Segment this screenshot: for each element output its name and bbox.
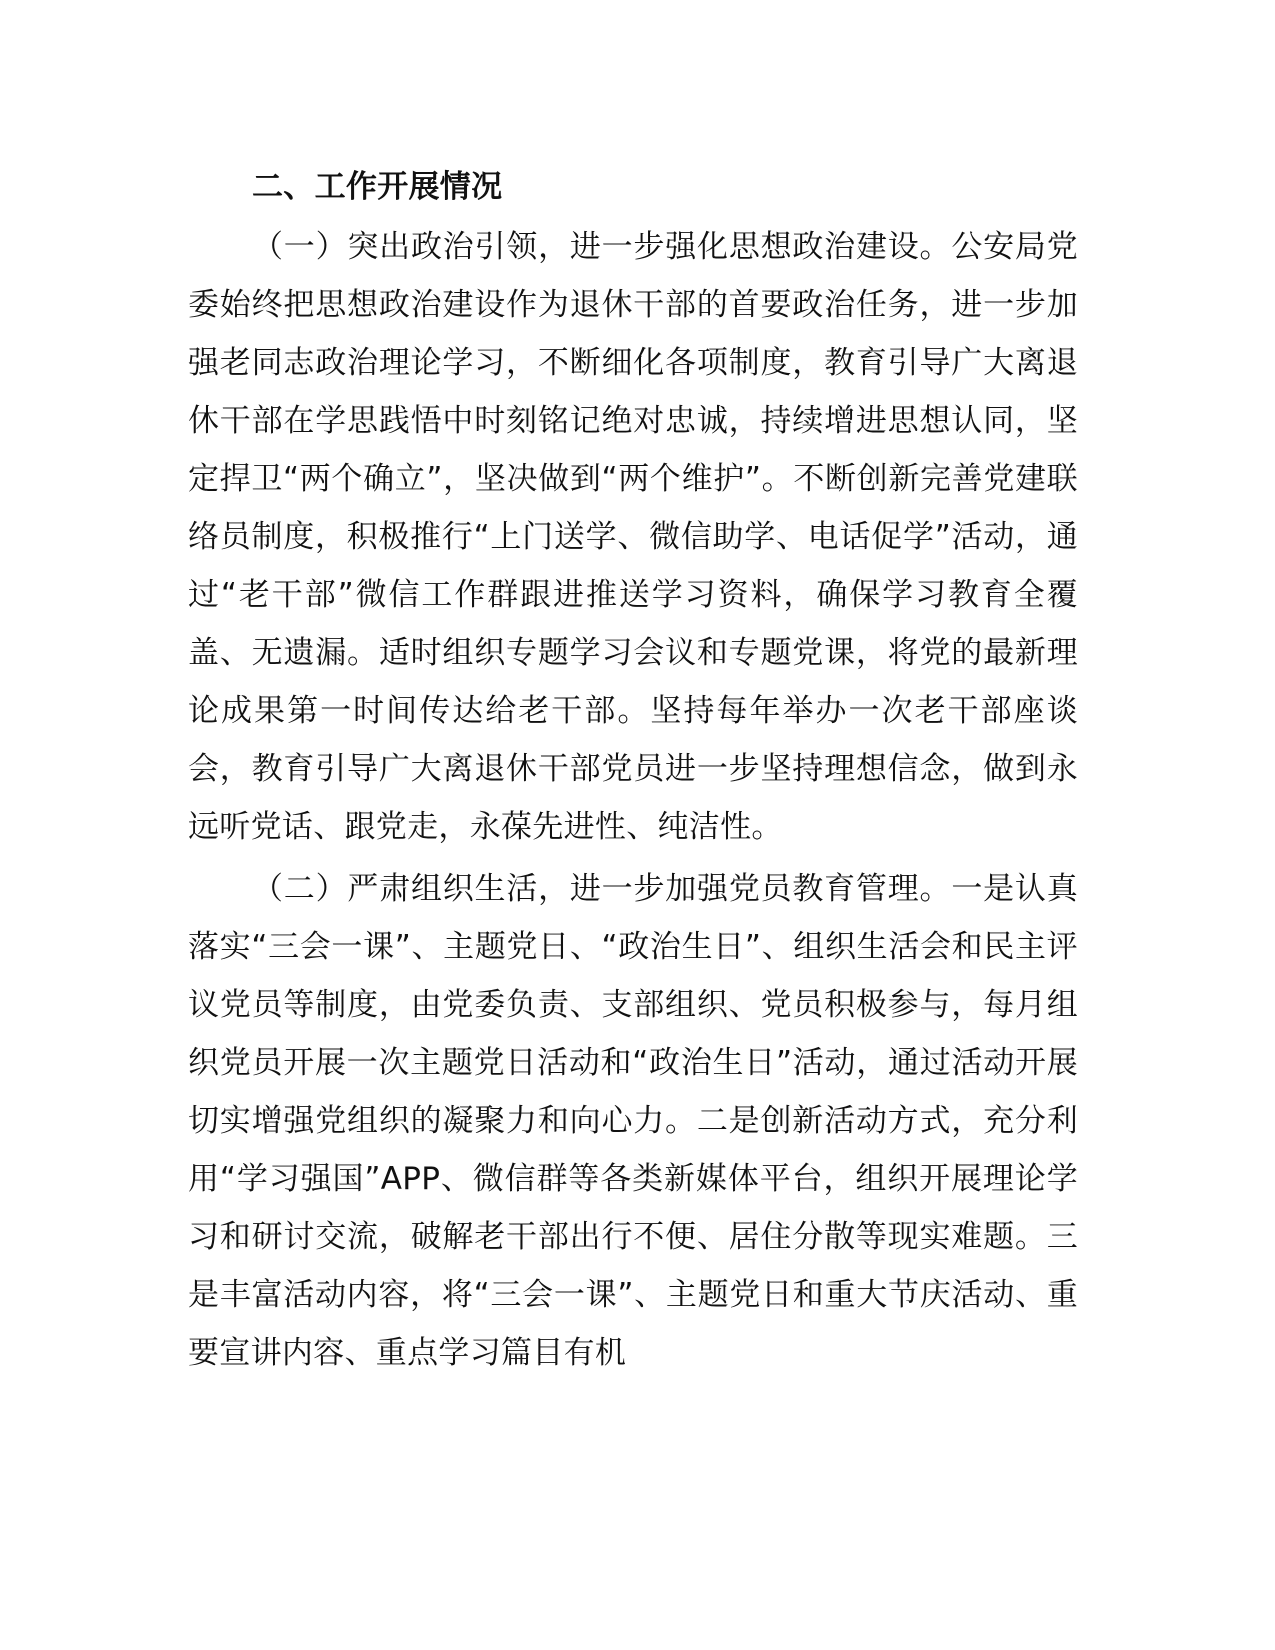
- section-heading: 二、工作开展情况: [252, 169, 503, 205]
- document-body: [188, 158, 1078, 1386]
- paragraph-organizational-life: （二）严肃组织生活，进一步加强党员教育管理。一是认真落实“三会一课”、主题党日、“政治生日”、组织生活会和民主评议党员等制度，由党委负责、支部组织、党员积极参与，每月组织党员开展一次主题党日活动和“政治生日”活动，通过活动开展切实增强党组织的凝聚力和向心力。二是创新活动方式，充分利用“学习强国”APP、微信群等各类新媒体平台，组织开展理论学习和研讨交流，破解老干部出行不便、居住分散等现实难题。三是丰富活动内容，将“三会一课”、主题党日和重大节庆活动、重要宣讲内容、重点学习篇目有机: [188, 871, 1078, 1371]
- paragraph-political-leadership: （一）突出政治引领，进一步强化思想政治建设。公安局党委始终把思想政治建设作为退休干部的首要政治任务，进一步加强老同志政治理论学习，不断细化各项制度，教育引导广大离退休干部在学思践悟中时刻铭记绝对忠诚，持续增进思想认同，坚定捍卫“两个确立”，坚决做到“两个维护”。不断创新完善党建联络员制度，积极推行“上门送学、微信助学、电话促学”活动，通过“老干部”微信工作群跟进推送学习资料，确保学习教育全覆盖、无遗漏。适时组织专题学习会议和专题党课，将党的最新理论成果第一时间传达给老干部。坚持每年举办一次老干部座谈会，教育引导广大离退休干部党员进一步坚持理想信念，做到永远听党话、跟党走，永葆先进性、纯洁性。: [188, 229, 1078, 845]
